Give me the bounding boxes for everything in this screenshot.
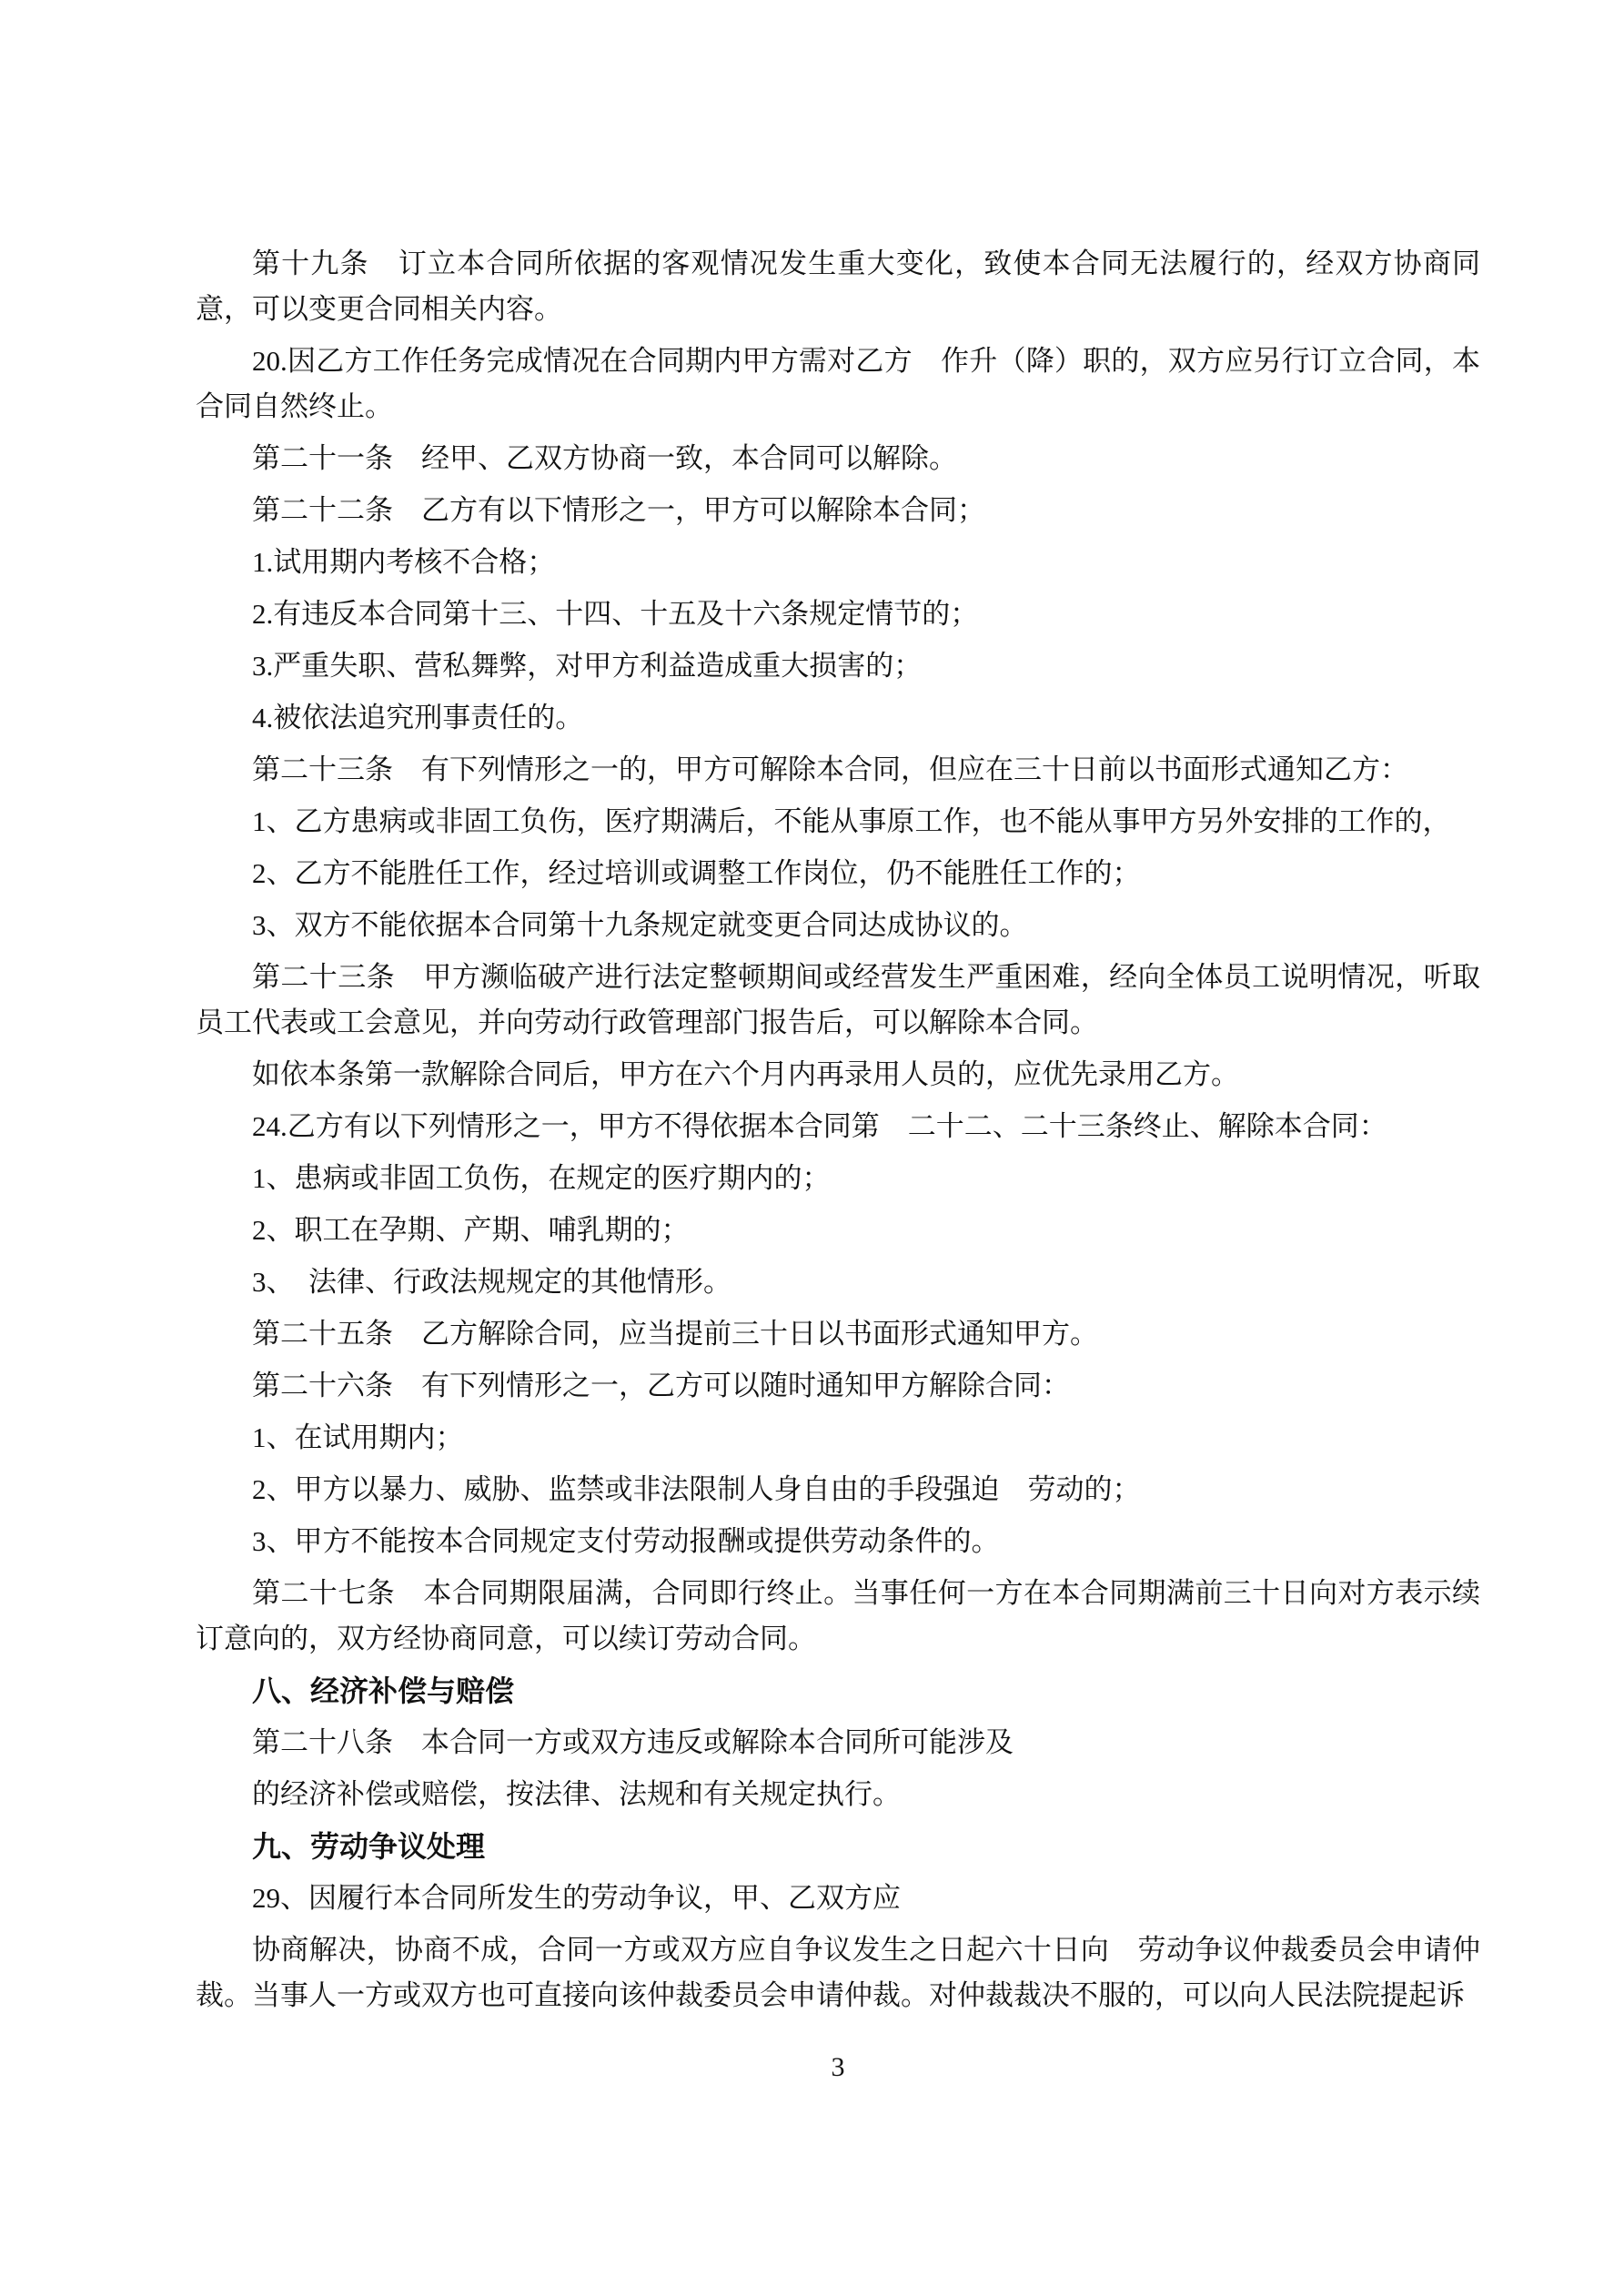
paragraph: 如依本条第一款解除合同后，甲方在六个月内再录用人员的，应优先录用乙方。 <box>252 1058 1239 1090</box>
paragraph: 第二十二条 乙方有以下情形之一，甲方可以解除本合同； <box>252 494 985 526</box>
paragraph: 的经济补偿或赔偿，按法律、法规和有关规定执行。 <box>252 1778 901 1810</box>
paragraph: 第十九条 订立本合同所依据的客观情况发生重大变化，致使本合同无法履行的，经双方协商同意，可以变更合同相关内容。 <box>196 248 1480 325</box>
paragraph: 1、患病或非固工负伤，在规定的医疗期内的； <box>252 1162 831 1194</box>
section-heading: 八、经济补偿与赔偿 <box>252 1674 515 1707</box>
paragraph: 2.有违反本合同第十三、十四、十五及十六条规定情节的； <box>252 598 979 630</box>
paragraph: 20.因乙方工作任务完成情况在合同期内甲方需对乙方 作升（降）职的，双方应另行订立合同，本合同自然终止。 <box>196 345 1480 422</box>
paragraph: 2、甲方以暴力、威胁、监禁或非法限制人身自由的手段强迫 劳动的； <box>252 1473 1141 1505</box>
paragraph: 3、甲方不能按本合同规定支付劳动报酬或提供劳动条件的。 <box>252 1525 1000 1557</box>
paragraph: 1.试用期内考核不合格； <box>252 546 556 578</box>
paragraph: 4.被依法追究刑事责任的。 <box>252 702 584 733</box>
paragraph: 第二十七条 本合同期限届满，合同即行终止。当事任何一方在本合同期满前三十日向对方表示续订意向的，双方经协商同意，可以续订劳动合同。 <box>196 1577 1480 1654</box>
paragraph: 第二十三条 甲方濒临破产进行法定整顿期间或经营发生严重困难，经向全体员工说明情况，听取员工代表或工会意见，并向劳动行政管理部门报告后，可以解除本合同。 <box>196 961 1480 1038</box>
paragraph: 第二十五条 乙方解除合同，应当提前三十日以书面形式通知甲方。 <box>252 1318 1098 1350</box>
paragraph: 第二十三条 有下列情形之一的，甲方可解除本合同，但应在三十日前以书面形式通知乙方： <box>252 754 1408 785</box>
paragraph: 第二十一条 经甲、乙双方协商一致，本合同可以解除。 <box>252 442 957 474</box>
paragraph: 第二十八条 本合同一方或双方违反或解除本合同所可能涉及 <box>252 1726 1014 1758</box>
page-footer <box>196 2049 1480 2086</box>
paragraph: 协商解决，协商不成，合同一方或双方应自争议发生之日起六十日向 劳动争议仲裁委员会申请仲裁。当事人一方或双方也可直接向该仲裁委员会申请仲裁。对仲裁裁决不服的，可以向人民法院提起诉 <box>196 1934 1480 2011</box>
section-heading: 九、劳动争议处理 <box>252 1830 486 1863</box>
paragraph: 3、 法律、行政法规规定的其他情形。 <box>252 1266 731 1298</box>
paragraph: 2、乙方不能胜任工作，经过培训或调整工作岗位，仍不能胜任工作的； <box>252 857 1141 889</box>
contract-body <box>196 241 1480 2025</box>
paragraph: 1、在试用期内； <box>252 1421 464 1453</box>
paragraph: 第二十六条 有下列情形之一，乙方可以随时通知甲方解除合同： <box>252 1370 1070 1401</box>
paragraph: 2、职工在孕期、产期、哺乳期的； <box>252 1214 690 1246</box>
page-number: 3 <box>831 2052 845 2082</box>
paragraph: 3、双方不能依据本合同第十九条规定就变更合同达成协议的。 <box>252 909 1028 941</box>
paragraph: 29、因履行本合同所发生的劳动争议，甲、乙双方应 <box>252 1882 901 1914</box>
paragraph: 3.严重失职、营私舞弊，对甲方利益造成重大损害的； <box>252 650 923 682</box>
paragraph: 1、乙方患病或非固工负伤，医疗期满后，不能从事原工作，也不能从事甲方另外安排的工作的， <box>252 805 1451 837</box>
paragraph: 24.乙方有以下列情形之一，甲方不得依据本合同第 二十二、二十三条终止、解除本合同： <box>252 1110 1387 1142</box>
